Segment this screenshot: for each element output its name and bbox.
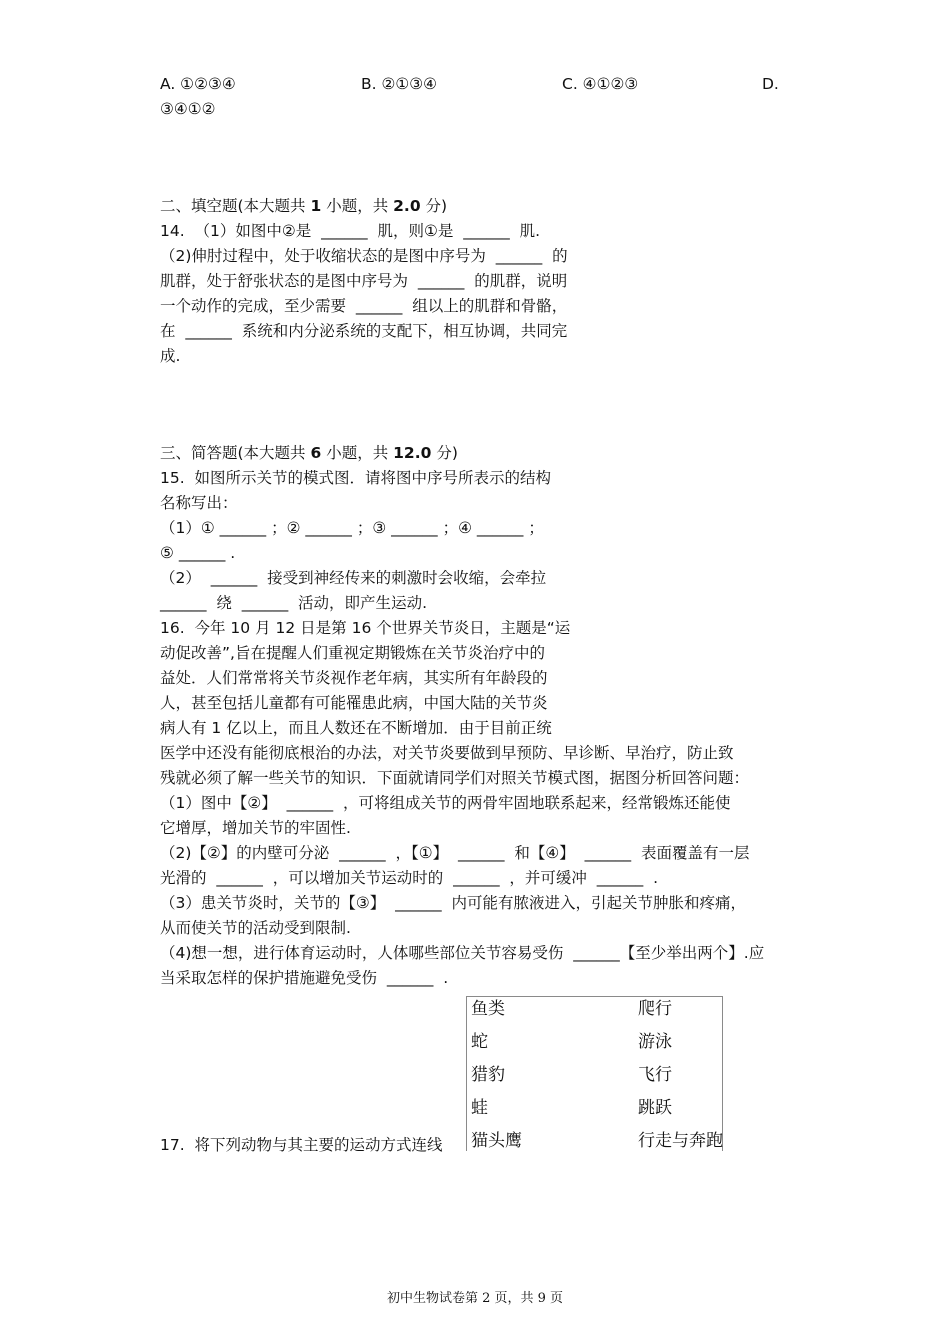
q15-line: 名称写出： [160, 494, 238, 512]
q15-line: （2） ______ 接受到神经传来的刺激时会收缩，会牵拉 [160, 569, 547, 587]
section2-heading [160, 196, 447, 216]
q16-line: 残就必须了解一些关节的知识．下面就请同学们对照关节模式图，据图分析回答问题： [160, 769, 750, 787]
q16-line: （1）图中【②】 ______ ，可将组成关节的两骨牢固地联系起来，经常锻炼还能使 [160, 794, 731, 812]
section3-heading-prefix: 三、简答题(本大题共 [160, 444, 311, 462]
q16-line: 动促改善”,旨在提醒人们重视定期锻炼在关节炎治疗中的 [160, 644, 545, 662]
option-d-continued: ③④①② [160, 100, 216, 118]
q14-line: 在 ______ 系统和内分泌系统的支配下，相互协调，共同完 [160, 322, 568, 340]
section2-heading-prefix: 二、填空题(本大题共 [160, 197, 311, 215]
q16-line: 益处．人们常常将关节炎视作老年病，其实所有年龄段的 [160, 669, 548, 687]
q16-line: 16. 今年 10 月 12 日是第 16 个世界关节炎日，主题是“运 [160, 619, 571, 637]
q16-line: 当采取怎样的保护措施避免受伤 ______ . [160, 969, 449, 987]
section3-heading [160, 443, 458, 463]
q14-line: 成. [160, 347, 181, 365]
q16-line: （4)想一想，进行体育运动时，人体哪些部位关节容易受伤 ______【至少举出两个】.应 [160, 944, 765, 962]
q16-line: 光滑的 ______ ，可以增加关节运动时的 ______ ，并可缓冲 ______ . [160, 869, 659, 887]
page-footer: 初中生物试卷第 2 页，共 9 页 [386, 1291, 564, 1306]
animal-cell: 猫头鹰 [471, 1131, 522, 1151]
movement-cell: 游泳 [638, 1032, 672, 1052]
section3-score: 12.0 [393, 444, 432, 462]
movement-cell: 跳跃 [638, 1098, 672, 1118]
q16-line: 病人有 1 亿以上，而且人数还在不断增加．由于目前正统 [160, 719, 552, 737]
q16-line: （2)【②】的内壁可分泌 ______ ，【①】 ______ 和【④】 ______ 表面覆盖有一层 [160, 844, 750, 862]
q15-line: （1）① ______ ；② ______ ；③ ______ ；④ ______ ； [160, 519, 544, 537]
q16-line: 从而使关节的活动受到限制. [160, 919, 351, 937]
q17-text: 17. 将下列动物与其主要的运动方式连线 [160, 1136, 443, 1154]
animal-cell: 鱼类 [471, 999, 505, 1019]
option-b: B. ②①③④ [361, 75, 438, 93]
section3-heading-suffix: 分) [431, 444, 458, 462]
animal-cell: 蛇 [471, 1032, 488, 1052]
section3-heading-mid: 小题，共 [321, 444, 394, 462]
movement-cell: 行走与奔跑 [638, 1131, 723, 1151]
q16-line: 人，甚至包括儿童都有可能罹患此病，中国大陆的关节炎 [160, 694, 548, 712]
q16-line: 它增厚，增加关节的牢固性. [160, 819, 351, 837]
q15-line: ⑤ ______ . [160, 544, 236, 562]
section2-score: 2.0 [393, 197, 421, 215]
section2-heading-suffix: 分) [420, 197, 448, 215]
option-d: D. [762, 75, 779, 93]
section2-count: 1 [310, 197, 322, 215]
q14-line: 14. （1）如图中②是 ______ 肌，则①是 ______ 肌. [160, 222, 541, 240]
q16-line: 医学中还没有能彻底根治的办法，对关节炎要做到早预防、早诊断、早治疗，防止致 [160, 744, 734, 762]
option-c: C. ④①②③ [562, 75, 639, 93]
option-a: A. ①②③④ [160, 75, 236, 93]
section3-count: 6 [310, 444, 322, 462]
q14-line: 一个动作的完成，至少需要 ______ 组以上的肌群和骨骼， [160, 297, 568, 315]
q16-line: （3）患关节炎时，关节的【③】 ______ 内可能有脓液进入，引起关节肿胀和疼痛， [160, 894, 746, 912]
q15-line: 15. 如图所示关节的模式图．请将图中序号所表示的结构 [160, 469, 552, 487]
q15-line: ______ 绕 ______ 活动，即产生运动. [160, 594, 427, 612]
section2-heading-mid: 小题，共 [321, 197, 394, 215]
animal-cell: 蛙 [471, 1098, 488, 1118]
q14-line: （2)伸肘过程中，处于收缩状态的是图中序号为 ______ 的 [160, 247, 568, 265]
movement-cell: 飞行 [638, 1065, 672, 1085]
animal-cell: 猎豹 [471, 1065, 505, 1085]
movement-cell: 爬行 [638, 999, 672, 1019]
animal-movement-table [466, 996, 723, 1151]
q14-line: 肌群，处于舒张状态的是图中序号为 ______ 的肌群，说明 [160, 272, 568, 290]
